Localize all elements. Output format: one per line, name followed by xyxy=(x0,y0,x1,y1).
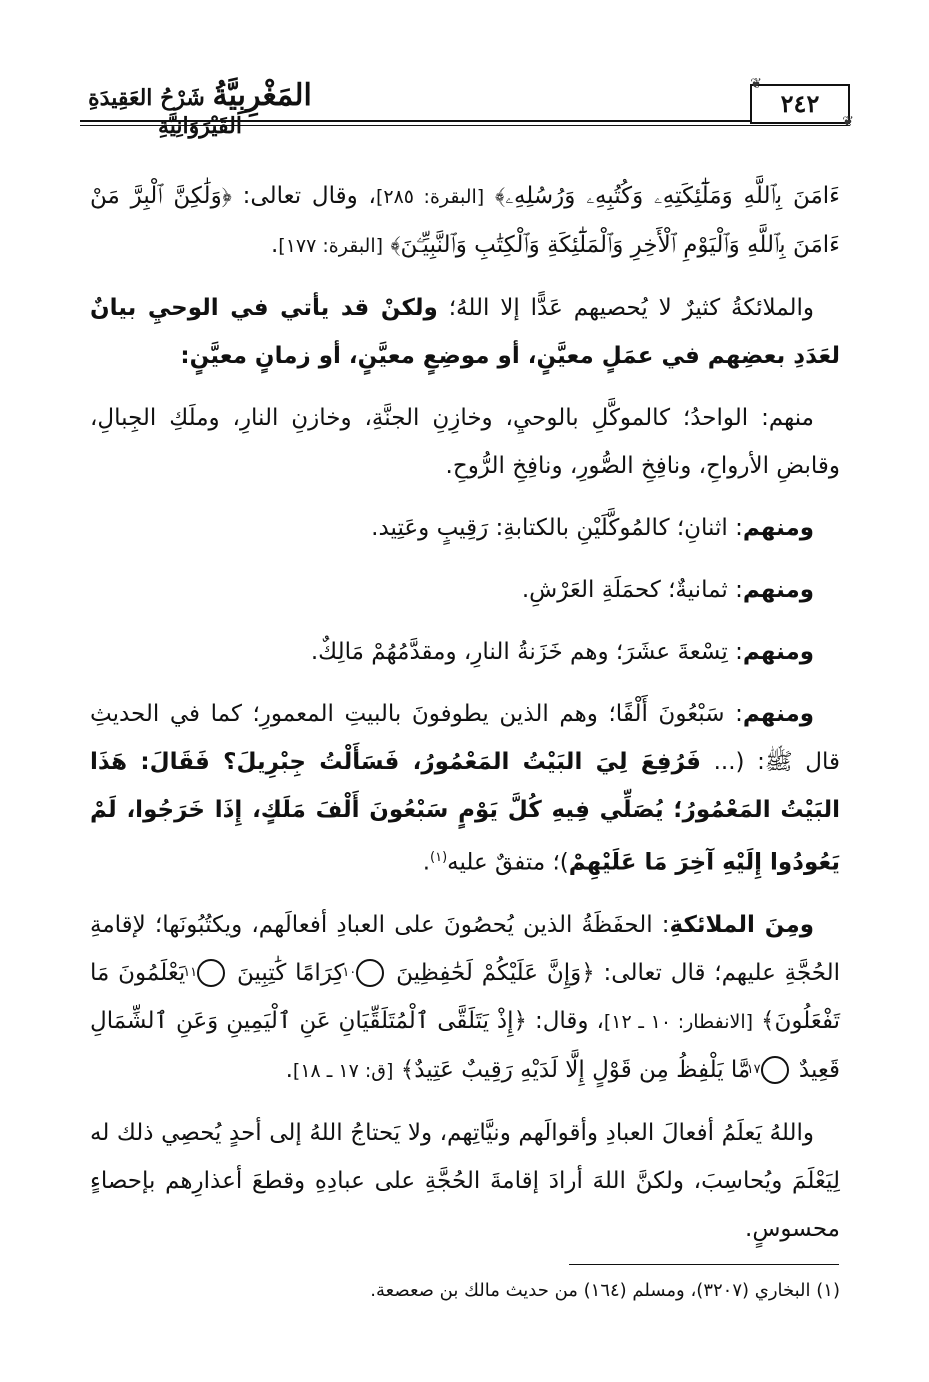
text: واللهُ يَعلَمُ أفعالَ العبادِ وأقوالَهم ونيَّاتِهم، ولا يَحتاجُ اللهُ إلى أحدٍ يُحصِي ذلك له لِيَعْلَمَ ويُحاسِبَ، ولكنَّ اللهَ أرادَ إقامةَ الحُجَّةِ على عبادِهِ وقطعَ أعذارِهم بإحصاءٍ محسوسٍ. xyxy=(90,1119,840,1242)
paragraph-quran-verses xyxy=(90,172,840,270)
ornament-icon: ❦ xyxy=(842,114,854,130)
label: ومنهم xyxy=(742,577,814,603)
page-number-box xyxy=(750,84,850,124)
footnote-marker: (١) xyxy=(430,850,448,865)
text: : اثنانِ؛ كالمُوكَّلَيْنِ بالكتابةِ: رَقِيبٍ وعَتِيد. xyxy=(371,515,743,541)
label: ومِنَ الملائكةِ xyxy=(669,911,815,938)
text: . xyxy=(270,232,279,258)
text: : سَبْعُونَ أَلْفًا؛ وهم الذين يطوفونَ بالبيتِ المعمورِ؛ كما في الحديثِ قال ﷺ: (... xyxy=(90,701,841,775)
quran-text: كِرَامًا كَٰتِبِينَ xyxy=(236,959,345,986)
label: ومنهم xyxy=(742,701,814,727)
text: : الواحدُ؛ كالموكَّلِ بالوحيِ، وخازِنِ الجنَّةِ، وخازنِ النارِ، وملَكِ الجِبالِ، وقابضِ الأرواحِ، ونافِخِ الصُّورِ، ونافِخِ الرُّوحِ. xyxy=(90,405,840,479)
quran-text: يَعْلَمُونَ مَا تَفْعَلُونَ﴾ xyxy=(90,959,841,1034)
ornament-icon: ❦ xyxy=(750,76,762,92)
text: والملائكةُ كثيرٌ لا يُحصيهم عَدًّا إلا اللهُ؛ xyxy=(448,295,814,321)
verse-reference: [ق: ١٧ ـ ١٨] xyxy=(292,1059,394,1082)
text: : تِسْعةَ عشَرَ؛ وهم خَزَنةُ النارِ، ومقدَّمُهُمْ مَالِكٌ. xyxy=(310,639,743,665)
bold-text: ولكنْ قد يأتي في الوحيِ بيانٌ لعَدَدِ بعضِهم في عمَلٍ معيَّنٍ، أو موضِعٍ معيَّنٍ، أو زمانٍ معيَّنٍ: xyxy=(90,295,840,369)
paragraph-seventy-thousand xyxy=(90,690,840,887)
hadith-text: فَرُفِعَ لِيَ البَيْتُ المَعْمُورُ، فَسَأَلْتُ جِبْرِيلَ؟ فَقَالَ: هَذَا البَيْتُ المَعْمُورُ؛ يُصَلِّي فِيهِ كُلَّ يَوْمٍ سَبْعُونَ أَلْفَ مَلَكٍ، إِذَا خَرَجُوا، لَمْ يَعُودُوا إِلَيْهِ آخِرَ مَا عَلَيْهِمْ xyxy=(90,749,840,876)
paragraph-one xyxy=(90,394,840,490)
verse-reference: [البقرة: ٢٨٥] xyxy=(375,186,485,208)
text: ، وقال: ﴿إِذْ يَتَلَقَّى ٱلْمُتَلَقِّيَانِ عَنِ ٱلْيَمِينِ وَعَنِ ٱلشِّمَالِ قَعِيدٌ xyxy=(90,1007,840,1083)
page-number: ٢٤٢ xyxy=(780,89,820,118)
ayah-number-icon: ١٠ xyxy=(356,959,384,987)
paragraph-allah-knows xyxy=(90,1109,840,1253)
text: . xyxy=(422,849,430,876)
paragraph-angels-count xyxy=(90,284,840,380)
text: ، وقال تعالى: ﴿وَلَٰكِنَّ ٱلْبِرَّ مَنْ ءَامَنَ بِٱللَّهِ وَٱلْيَوْمِ ٱلْأَخِرِ وَٱلْمَلَٰٓئِكَةِ وَٱلْكِتَٰبِ وَٱلنَّبِيِّـۧنَ﴾ xyxy=(90,183,840,258)
label: ومنهم xyxy=(742,515,814,541)
quran-text: مَّا يَلْفِظُ مِن قَوْلٍ إِلَّا لَدَيْهِ رَقِيبٌ عَتِيدٌ﴾ xyxy=(400,1056,751,1083)
running-title-main: المَغْرِبِيَّةُ xyxy=(212,78,312,113)
footnote-number: (١) xyxy=(816,1280,840,1301)
running-title-sub: شَرْحُ العَقِيدَةِ القَيْرَوَانِيَّةِ xyxy=(88,85,242,139)
paragraph-guardians xyxy=(90,901,840,1095)
label: ومنهم xyxy=(742,639,814,665)
header-rule-thin xyxy=(80,125,850,126)
text: : الحفَظَةُ الذين يُحصُونَ على العبادِ أفعالَهم، ويكتُبُونَها؛ لإقامةِ الحُجَّةِ عليهم؛ قال تعالى: ﴿وَإِنَّ عَلَيْكُمْ لَحَٰفِظِينَ xyxy=(90,911,841,986)
text: )؛ متفقٌ عليه xyxy=(447,849,569,876)
paragraph-two xyxy=(90,504,840,552)
header-rule xyxy=(80,120,850,122)
text: . xyxy=(285,1056,293,1083)
footnote xyxy=(90,1276,840,1306)
verse-reference: [البقرة: ١٧٧] xyxy=(278,235,384,257)
ayah-number-icon: ١١ xyxy=(197,959,225,987)
paragraph-eight xyxy=(90,566,840,614)
footnote-separator xyxy=(569,1264,839,1265)
footnote-text: البخاري (٣٢٠٧)، ومسلم (١٦٤) من حديث مالك بن صعصعة. xyxy=(370,1280,811,1301)
running-title xyxy=(80,78,320,139)
label: منهم xyxy=(768,405,814,431)
ayah-number-icon: ١٧ xyxy=(761,1056,789,1084)
quran-text: ءَامَنَ بِٱللَّهِ وَمَلَٰٓئِكَتِهِۦ وَكُتُبِهِۦ وَرُسُلِهِۦ﴾ xyxy=(495,183,840,209)
body-text xyxy=(90,172,840,1267)
verse-reference: [الانفطار: ١٠ ـ ١٢] xyxy=(603,1010,754,1033)
paragraph-nineteen xyxy=(90,628,840,676)
page-header xyxy=(80,70,854,139)
text: : ثمانيةٌ؛ كحمَلَةِ العَرْشِ. xyxy=(521,577,743,603)
